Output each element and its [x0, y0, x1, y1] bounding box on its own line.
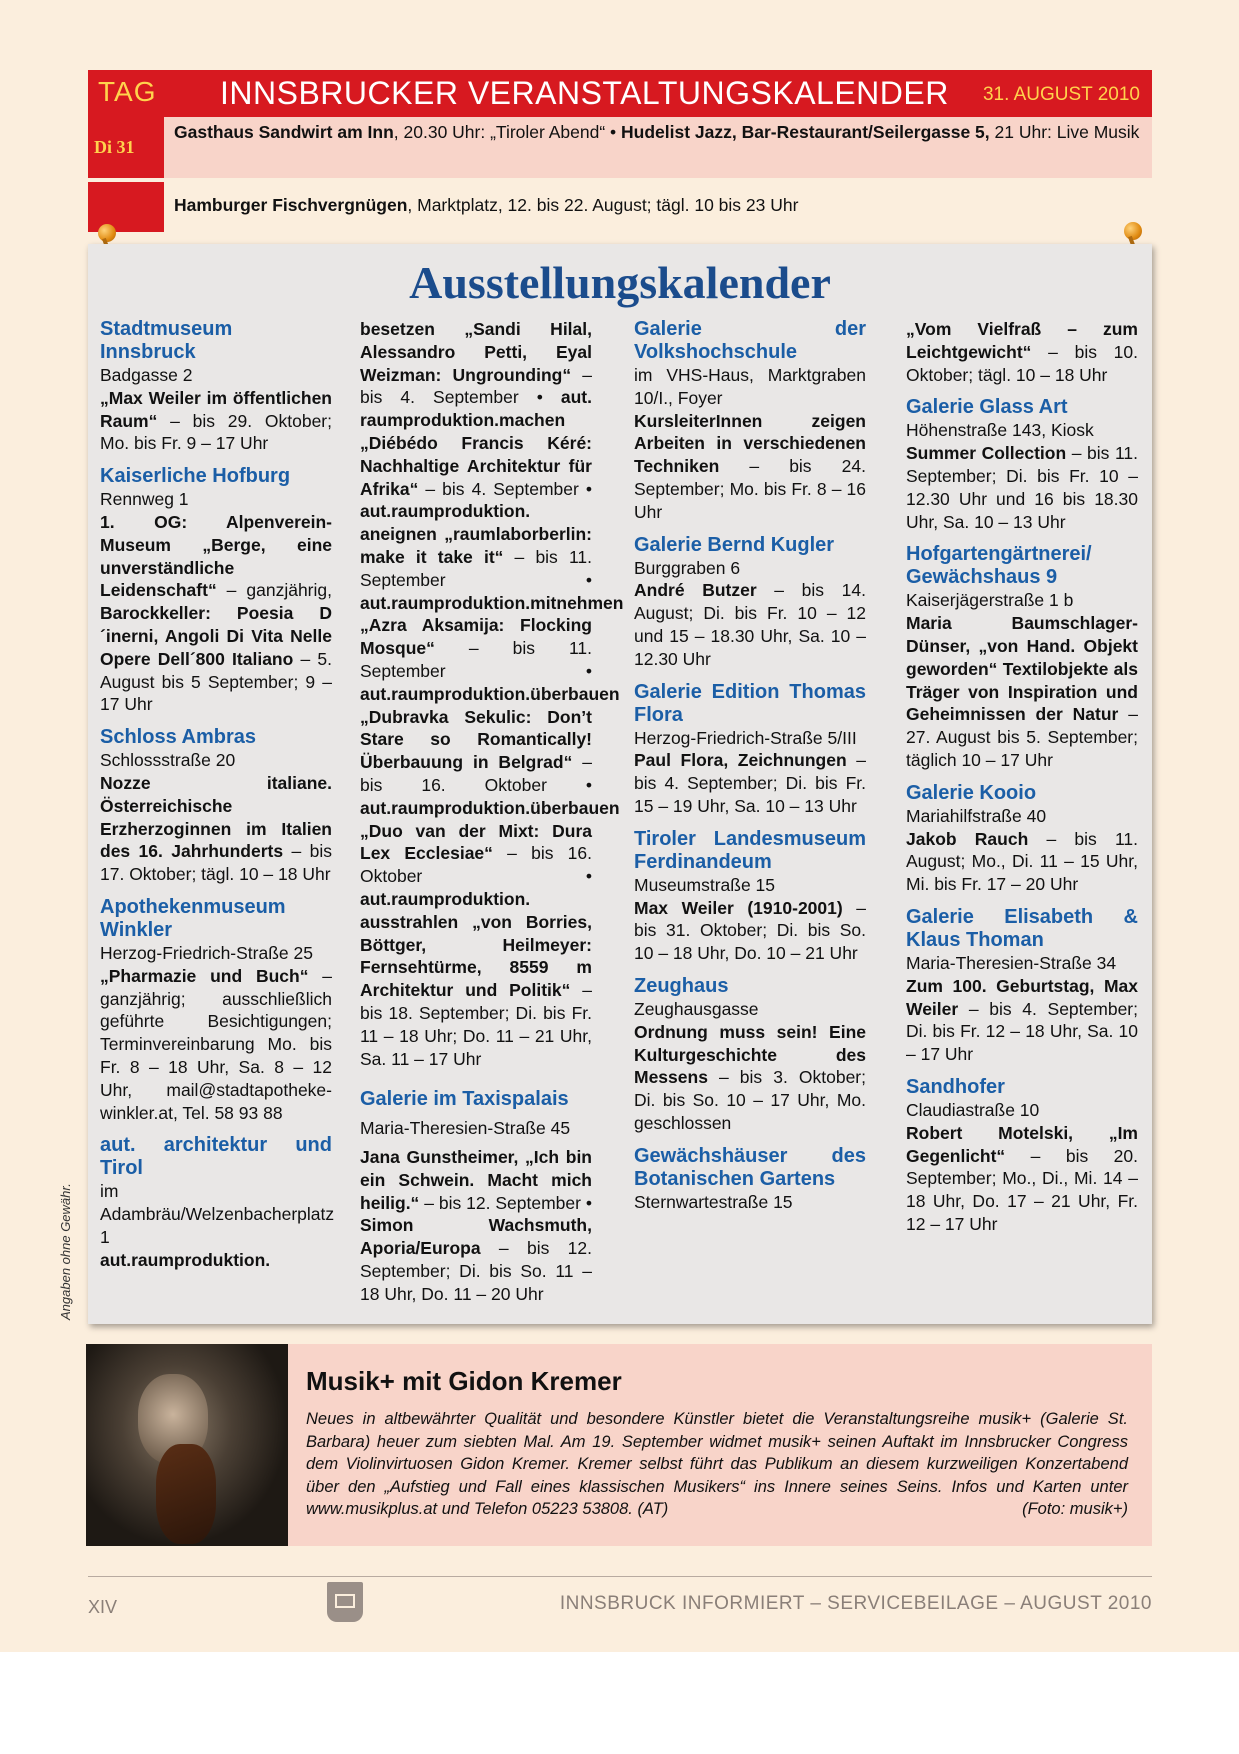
event-venue: Hamburger Fischvergnügen: [174, 195, 408, 215]
pushpin-icon: [1124, 222, 1142, 240]
venue-name: Galerie Edition Thomas Flora: [634, 680, 866, 726]
day-cell: [88, 117, 164, 178]
venue-address: Badgasse 2: [100, 365, 193, 385]
venue-address: Höhenstraße 143, Kiosk: [906, 420, 1094, 441]
exhibition-entry: [100, 1134, 335, 1271]
exhibition-entry: [100, 896, 332, 1124]
venue-name: Kaiserliche Hofburg: [100, 465, 291, 488]
venue-name: Schloss Ambras: [100, 726, 256, 749]
exhibition-title-text: Jakob Rauch: [906, 828, 1029, 849]
event-detail-1: , 20.30 Uhr: „Tiroler Abend“ •: [393, 122, 622, 142]
exhibition-title-text: Max Weiler (1910-2001): [634, 897, 843, 918]
page-bottom-margin: [0, 1652, 1239, 1754]
venue-address: Claudiastraße 10: [906, 1099, 1040, 1120]
exhibition-dates: – bis 16. Oktober •: [360, 843, 592, 887]
venue-name: Galerie der Volkshochschule: [634, 318, 866, 363]
exhibition-dates: – bis 4. September; Di. bis Fr. 12 – 18 Uhr, Sa. 10 – 17 Uhr: [906, 998, 1138, 1065]
venue-name: Gewächshäuser des Botanischen Gartens: [634, 1144, 866, 1190]
pushpin-icon: [98, 224, 116, 242]
exhibition-dates: – bis 12. September •: [419, 1192, 592, 1213]
exhibition-title-text: Simon Wachsmuth, Aporia/Europa: [360, 1215, 592, 1259]
exhibition-column-1: [100, 318, 335, 1282]
musician-photo: [86, 1344, 288, 1546]
exhibition-dates: – bis 14. August; Di. bis Fr. 10 – 12 und 15 – 18.30 Uhr, Sa. 10 – 12.30 Uhr: [634, 580, 866, 669]
venue-name: Hofgartengärtnerei/ Gewächshaus 9: [906, 543, 1092, 589]
exhibition-entry: [906, 906, 1138, 1066]
exhibition-title-text: aut.raumproduktion.überbauen „Duo van der Mixt: Dura Lex Ecclesiae“: [360, 797, 620, 864]
event-venue-2: Hudelist Jazz, Bar-Restaurant/Seilergasse 5,: [621, 122, 990, 142]
exhibition-entry: [906, 396, 1138, 533]
footer-divider: [88, 1576, 1152, 1577]
city-logo-icon: [327, 1582, 363, 1622]
exhibition-calendar: [88, 244, 1152, 1324]
exhibition-entry: [100, 318, 332, 455]
exhibition-title-text: aut.raumproduktion.mitnehmen „Azra Aksamija: Flocking Mosque“: [360, 592, 624, 659]
exhibition-dates: – bis 20. September; Mo., Di., Mi. 14 – 18 Uhr, Do. 17 – 21 Uhr, Fr. 12 – 17 Uhr: [906, 1145, 1138, 1234]
venue-address: Mariahilfstraße 40: [906, 805, 1047, 826]
exhibition-title-text: Barockkeller: Poesia D´inerni, Angoli Di Vita Nelle Opere Dell´800 Italiano: [100, 603, 332, 669]
exhibition-dates: – ganzjährig; ausschließlich geführte Besichtigungen; Terminvereinbarung Mo. bis Fr. 8 – 18 Uhr, Sa. 8 – 12 Uhr, mail@stadtapotheke-winkler.at, Tel. 58 93 88: [100, 965, 332, 1123]
venue-address: Schlossstraße 20: [100, 750, 236, 771]
exhibition-dates: – bis 31. Oktober; Di. bis So. 10 – 18 Uhr, Do. 10 – 21 Uhr: [634, 897, 866, 964]
exhibition-title-text: Jana Gunstheimer, „Ich bin ein Schwein. Macht mich heilig.“: [360, 1147, 592, 1213]
exhibition-title-text: „Vom Vielfraß – zum Leichtgewicht“: [906, 319, 1138, 362]
exhibition-title-text: André Butzer: [634, 580, 757, 601]
exhibition-dates: – 5. August bis 5 September; 9 – 17 Uhr: [100, 648, 332, 715]
venue-address: Rennweg 1: [100, 489, 189, 510]
venue-address: Maria-Theresien-Straße 45: [360, 1118, 571, 1139]
exhibition-dates: – bis 11. August; Mo., Di. 11 – 15 Uhr, Mi. bis Fr. 17 – 20 Uhr: [906, 828, 1138, 895]
exhibition-entry: [634, 318, 866, 524]
exhibition-title: Ausstellungskalender: [409, 257, 831, 308]
exhibition-entry: [634, 975, 866, 1135]
exhibition-entry: [634, 534, 866, 671]
exhibition-dates: – bis 11. September •: [360, 546, 592, 590]
venue-address: Sternwartestraße 15: [634, 1191, 793, 1212]
exhibition-title-text: Robert Motelski, „Im Gegenlicht“: [906, 1122, 1138, 1166]
exhibition-title-text: Maria Baumschlager-Dünser, „von Hand. Objekt geworden“ Textilobjekte als Träger von Inspiration und Geheimnissen der Natur: [906, 613, 1138, 725]
venue-address: im Adambräu/Welzenbacherplatz 1: [100, 1181, 335, 1247]
day-cell: [88, 182, 164, 232]
exhibition-title-text: Nozze italiane. Österreichische Erzherzoginnen im Italien des 16. Jahrhunderts: [100, 772, 332, 862]
header-tag: TAG: [98, 76, 157, 107]
exhibition-dates: – bis 3. Oktober; Di. bis So. 10 – 17 Uhr, Mo. geschlossen: [634, 1067, 866, 1133]
calendar-header-bar: [88, 70, 1152, 117]
photo-credit: (Foto: musik+): [1022, 1500, 1128, 1518]
event-text: [164, 182, 1152, 232]
venue-name: Galerie im Taxispalais: [360, 1088, 569, 1111]
exhibition-entry: [634, 681, 866, 818]
exhibition-dates: – bis 18. September; Di. bis Fr. 11 – 18 Uhr; Do. 11 – 21 Uhr, Sa. 11 – 17 Uhr: [360, 980, 592, 1069]
page-number: XIV: [88, 1597, 118, 1617]
header-title: INNSBRUCKER VERANSTALTUNGSKALENDER: [220, 75, 949, 111]
day-label: Di 31: [94, 137, 135, 157]
exhibition-dates: – bis 4. September •: [418, 478, 592, 499]
exhibition-dates: – bis 11. September •: [360, 638, 592, 681]
exhibition-dates: – bis 17. Oktober; tägl. 10 – 18 Uhr: [100, 841, 332, 885]
exhibition-dates: – bis 11. September; Di. bis Fr. 10 – 12.30 Uhr und 16 bis 18.30 Uhr, Sa. 10 – 13 Uhr: [906, 443, 1139, 532]
exhibition-entry: [906, 782, 1138, 896]
venue-name: Apothekenmuseum Winkler: [100, 895, 286, 941]
exhibition-title-text: KursleiterInnen zeigen Arbeiten in verschiedenen Techniken: [634, 410, 866, 477]
exhibition-column-2: [360, 318, 624, 1316]
venue-address: Maria-Theresien-Straße 34: [906, 952, 1117, 973]
event-venue-1: Gasthaus Sandwirt am Inn: [174, 122, 394, 142]
venue-name: Tiroler Landesmuseum Ferdinandeum: [634, 827, 866, 873]
exhibition-title-text: Ordnung muss sein! Eine Kulturgeschichte des Messens: [634, 1021, 866, 1088]
venue-name: Galerie Kooio: [906, 781, 1037, 804]
exhibition-dates: – bis 10. Oktober; tägl. 10 – 18 Uhr: [906, 341, 1138, 385]
venue-name: Galerie Glass Art: [906, 396, 1068, 419]
venue-address: Burggraben 6: [634, 557, 741, 578]
venue-name: Stadtmuseum Innsbruck: [100, 318, 233, 363]
exhibition-entry: [360, 1088, 592, 1305]
disclaimer-note: Angaben ohne Gewähr.: [58, 1183, 73, 1320]
exhibition-title-text: Summer Collection: [906, 443, 1067, 464]
venue-address: Museumstraße 15: [634, 874, 776, 895]
venue-name: Zeughaus: [634, 974, 729, 997]
exhibition-column-3: [634, 318, 866, 1224]
venue-address: Herzog-Friedrich-Straße 25: [100, 942, 313, 963]
exhibition-entry: [360, 318, 624, 1070]
venue-address: Zeughausgasse: [634, 998, 759, 1019]
exhibition-title-text: 1. OG: Alpenverein-Museum „Berge, eine unverständliche Leidenschaft“: [100, 511, 332, 601]
exhibition-dates: – 27. August bis 5. September; täglich 10 – 17 Uhr: [906, 704, 1138, 770]
music-body: Neues in altbewährter Qualität und besondere Künstler bietet die Veranstaltungsreihe musik+ (Galerie St. Barbara) heuer zum siebten Mal. Am 19. September widmet musik+ seinen Auftakt im Innsbrucker Congress dem Violinvirtuosen Gidon Kremer. Kremer selbst führt das Publikum an diesem kurzweiligen Konzertabend über den „Aufstieg und Fall eines klassischen Musikers“ ins Innere seines Seins. Infos und Karten unter www.musikplus.at und Telefon 05223 53808. (AT): [306, 1410, 1128, 1518]
exhibition-entry: [100, 465, 332, 716]
venue-name: Sandhofer: [906, 1075, 1005, 1098]
exhibition-dates: – bis 4. September; Di. bis Fr. 15 – 19 Uhr, Sa. 10 – 13 Uhr: [634, 750, 866, 816]
exhibition-entry: [906, 543, 1138, 771]
exhibition-entry: [634, 828, 866, 965]
exhibition-entry: [906, 318, 1138, 386]
exhibition-title-text: aut.raumproduktion.: [100, 1249, 271, 1270]
event-detail: , Marktplatz, 12. bis 22. August; tägl. 10 bis 23 Uhr: [407, 195, 799, 215]
event-detail-2: 21 Uhr: Live Musik: [989, 122, 1140, 142]
footer-publication: INNSBRUCK INFORMIERT – SERVICEBEILAGE – AUGUST 2010: [559, 1593, 1152, 1614]
header-date: 31. AUGUST 2010: [982, 84, 1140, 105]
event-row-1: [88, 117, 1152, 178]
music-text-block: [306, 1408, 1128, 1521]
exhibition-dates: – ganzjährig,: [216, 580, 332, 601]
exhibition-dates: – bis 12. September; Di. bis So. 11 – 18 Uhr, Do. 11 – 20 Uhr: [360, 1238, 592, 1304]
exhibition-title-text: besetzen „Sandi Hilal, Alessandro Petti, Eyal Weizman: Ungrounding“: [360, 319, 592, 385]
exhibition-title-text: aut.raumproduktion. ausstrahlen „von Borries, Böttger, Heilmeyer: Fernsehtürme, 8559 m Architektur und Politik“: [360, 888, 592, 1001]
venue-name: Galerie Elisabeth & Klaus Thoman: [906, 905, 1138, 951]
exhibition-title-text: Paul Flora, Zeichnungen: [634, 750, 847, 771]
exhibition-dates: – bis 16. Oktober •: [360, 752, 592, 795]
event-text: [164, 117, 1152, 178]
exhibition-entry: [100, 726, 332, 886]
exhibition-column-4: [906, 318, 1138, 1246]
exhibition-title-text: aut. raumproduktion.machen „Diébédo Francis Kéré: Nachhaltige Architektur für Afrika“: [360, 387, 592, 499]
exhibition-title-text: Zum 100. Geburtstag, Max Weiler: [906, 975, 1138, 1019]
exhibition-dates: – bis 24. September; Mo. bis Fr. 8 – 16 Uhr: [634, 456, 866, 522]
exhibition-title-text: „Max Weiler im öffentlichen Raum“: [100, 387, 332, 431]
venue-name: aut. architektur und Tirol: [100, 1134, 332, 1180]
music-feature-box: [86, 1344, 1152, 1546]
venue-address: Kaiserjägerstraße 1 b: [906, 590, 1074, 611]
venue-address: Herzog-Friedrich-Straße 5/III: [634, 727, 857, 748]
exhibition-entry: [634, 1145, 866, 1214]
exhibition-entry: [906, 1076, 1138, 1236]
exhibition-title-text: aut.raumproduktion.überbauen „Dubravka Sekulic: Don’t Stare so Romantically! Überbauung in Belgrad“: [360, 683, 620, 773]
venue-address: im VHS-Haus, Marktgraben 10/I., Foyer: [634, 365, 866, 408]
music-title: Musik+ mit Gidon Kremer: [306, 1366, 622, 1396]
venue-name: Galerie Bernd Kugler: [634, 533, 835, 556]
exhibition-title-text: „Pharmazie und Buch“: [100, 965, 309, 986]
exhibition-dates: – bis 29. Oktober; Mo. bis Fr. 9 – 17 Uhr: [100, 410, 332, 454]
exhibition-dates: – bis 4. September •: [360, 364, 592, 408]
event-row-2: [88, 182, 1152, 232]
exhibition-title-text: aut.raumproduktion. aneignen „raumlaborberlin: make it take it“: [360, 501, 592, 567]
violin-icon: [156, 1444, 216, 1544]
